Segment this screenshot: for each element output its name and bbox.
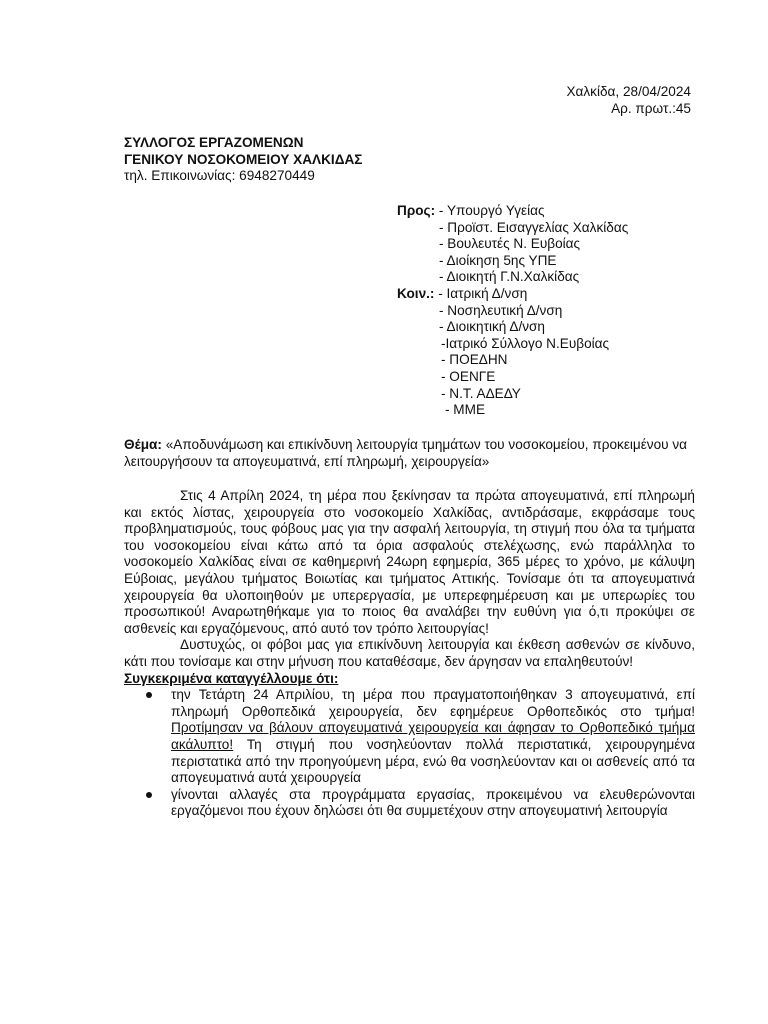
subject-block xyxy=(124,437,690,470)
date-block xyxy=(566,84,691,117)
subject-label: Θέμα: xyxy=(124,437,162,452)
to-recipient: - Προϊστ. Εισαγγελίας Χαλκίδας xyxy=(439,219,629,235)
cc-recipient: - ΟΕΝΓΕ xyxy=(441,368,496,384)
list-item-text: την Τετάρτη 24 Απριλίου, τη μέρα που πραγματοποιήθηκαν 3 απογευματινά, επί πληρωμή Ορθοπεδικά χειρουργεία, δεν εφημέρευε Ορθοπεδικός στο τμήμα! xyxy=(171,687,695,719)
list-item xyxy=(124,787,695,820)
to-recipient: - Υπουργό Υγείας xyxy=(435,203,545,218)
to-recipient: - Διοικητή Γ.Ν.Χαλκίδας xyxy=(439,269,580,285)
body-paragraph-1: Στις 4 Απρίλη 2024, τη μέρα που ξεκίνησαν τα πρώτα απογευματινά, επί πληρωμή και εκτός λίστας, χειρουργεία στο νοσοκομείο Χαλκίδας, αντιδράσαμε, εκφράσαμε τους προβληματισμούς, τους φόβους μας για την ασφαλή λειτουργία, τη στιγμή που όλα τα τμήματα του νοσοκομείου είναι κάτω από τα όρια ασφαλούς στελέχωσης, ενώ παράλληλα το νοσοκομείο Χαλκίδας είναι σε καθημερινή 24ωρη εφημερία, 365 μέρες το χρόνο, με κάλυψη Εύβοιας, μεγάλου τμήματος Βοιωτίας και τμήματος Αττικής. Τονίσαμε ότι τα απογευματινά χειρουργεία θα υλοποιηθούν με υπερεργασία, με υπερεφημέρευση και με υπερωρίες του προσωπικού! Αναρωτηθήκαμε για το ποιος θα αναλάβει την ευθύνη για ό,τι προκύψει σε ασθενείς και εργαζόμενους, από αυτό τον τρόπο λειτουργίας! xyxy=(124,488,695,636)
cc-row xyxy=(397,286,727,303)
to-label: Προς: xyxy=(397,203,436,218)
to-recipient: - Διοίκηση 5ης ΥΠΕ xyxy=(439,252,557,268)
cc-recipient: -Ιατρικό Σύλλογο Ν.Ευβοίας xyxy=(441,335,610,351)
list-item-text: γίνονται αλλαγές στα προγράμματα εργασίας, προκειμένου να ελευθερώνονται εργαζόμενοι που έχουν δηλώσει ότι θα συμμετέχουν στην απογευματινή λειτουργία xyxy=(171,786,695,819)
protocol-number: Αρ. πρωτ.:45 xyxy=(611,100,691,116)
letter-body xyxy=(124,488,695,820)
sender-name-line-2: ΓΕΝΙΚΟΥ ΝΟΣΟΚΟΜΕΙΟΥ ΧΑΛΚΙΔΑΣ xyxy=(124,151,363,167)
recipients-block xyxy=(397,203,727,419)
bullet-icon xyxy=(146,692,152,698)
cc-recipient: - Ιατρική Δ/νση xyxy=(434,285,528,301)
sender-phone: τηλ. Επικοινωνίας: 6948270449 xyxy=(124,168,315,184)
sender-name-line-1: ΣΥΛΛΟΓΟΣ ΕΡΓΑΖΟΜΕΝΩΝ xyxy=(124,135,304,150)
list-item-underlined-text: Προτίμησαν να βάλουν απογευματινά χειρουργεία και άφησαν το Ορθοπεδικό τμήμα ακάλυπτο! xyxy=(171,720,695,752)
list-item xyxy=(124,687,695,787)
date-line: Χαλκίδα, 28/04/2024 xyxy=(566,84,691,99)
cc-recipient: - ΠΟΕΔΗΝ xyxy=(441,352,508,368)
subject-text: «Αποδυνάμωση και επικίνδυνη λειτουργία τμημάτων του νοσοκομείου, προκειμένου να λειτουργήσουν τα απογευματινά, επί πληρωμή, χειρουργεία» xyxy=(124,437,688,469)
cc-recipient: - ΜΜΕ xyxy=(445,402,486,418)
cc-recipient: - Νοσηλευτική Δ/νση xyxy=(439,302,563,318)
to-recipient: - Βουλευτές Ν. Ευβοίας xyxy=(439,236,581,252)
cc-recipient: - Ν.Τ. ΑΔΕΔΥ xyxy=(441,385,521,401)
bullet-icon xyxy=(146,792,152,798)
cc-recipient: - Διοικητική Δ/νση xyxy=(439,319,545,335)
to-row xyxy=(397,203,727,220)
complaints-heading: Συγκεκριμένα καταγγέλλουμε ότι: xyxy=(124,670,339,686)
list-item-text: Τη στιγμή που νοσηλεύονταν πολλά περιστατικά, χειρουργημένα περιστατικά από την προηγούμενη μέρα, ενώ θα νοσηλεύονταν και οι ασθενείς από τα απογευματινά αυτά χειρουργεία xyxy=(171,736,695,786)
complaints-list xyxy=(124,687,695,820)
sender-block xyxy=(124,135,362,185)
cc-label: Κοιν.: xyxy=(397,285,435,301)
body-paragraph-2: Δυστυχώς, οι φόβοι μας για επικίνδυνη λειτουργία και έκθεση ασθενών σε κίνδυνο, κάτι που τονίσαμε και στην μήνυση που καταθέσαμε, δεν άργησαν να επαληθευτούν! xyxy=(124,637,695,669)
